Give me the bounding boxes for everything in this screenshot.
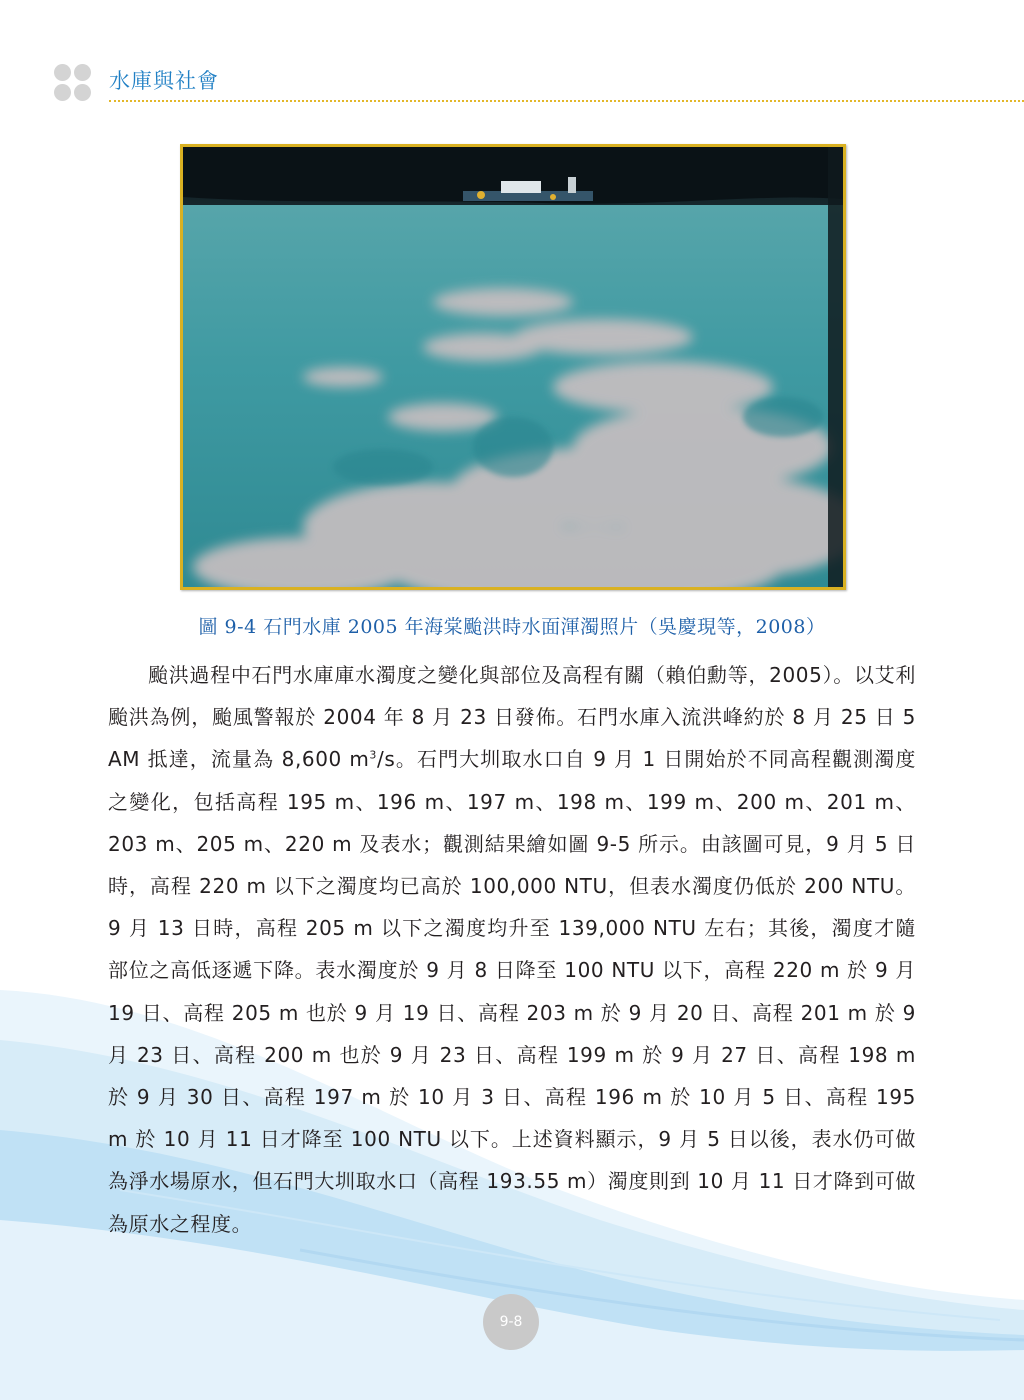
page-number: 9-8: [483, 1294, 539, 1350]
section-dots-icon: [54, 64, 92, 102]
header-divider: [109, 100, 1024, 102]
section-title: 水庫與社會: [109, 69, 219, 93]
reservoir-turbid-water-photo: [180, 144, 846, 590]
superscript-exponent: 3: [369, 748, 378, 762]
paragraph-text-part-1: 颱洪過程中石門水庫庫水濁度之變化與部位及高程有關（賴伯勳等，2005）。以艾利颱洪為例，颱風警報於 2004 年 8 月 23 日發佈。石門水庫入流洪峰約於 8 月 25 日 5 AM 抵達，流量為 8,600 m: [108, 663, 916, 772]
body-paragraph: [108, 654, 916, 1245]
figure-caption: 圖 9-4 石門水庫 2005 年海棠颱洪時水面渾濁照片（吳慶現等，2008）: [198, 616, 826, 638]
page-header: [54, 62, 1024, 104]
paragraph-text-part-2: /s。石門大圳取水口自 9 月 1 日開始於不同高程觀測濁度之變化，包括高程 195 m、196 m、197 m、198 m、199 m、200 m、201 m、203 m、205 m、220 m 及表水；觀測結果繪如圖 9-5 所示。由該圖可見，9 月 5 日時，高程 220 m 以下之濁度均已高於 100,000 NTU，但表水濁度仍低於 200 NTU。9 月 13 日時，高程 205 m 以下之濁度均升至 139,000 NTU 左右；其後，濁度才隨部位之高低逐遞下降。表水濁度於 9 月 8 日降至 100 NTU 以下，高程 220 m 於 9 月 19 日、高程 205 m 也於 9 月 19 日、高程 203 m 於 9 月 20 日、高程 201 m 於 9 月 23 日、高程 200 m 也於 9 月 23 日、高程 199 m 於 9 月 27 日、高程 198 m 於 9 月 30 日、高程 197 m 於 10 月 3 日、高程 196 m 於 10 月 5 日、高程 195 m 於 10 月 11 日才降至 100 NTU 以下。上述資料顯示，9 月 5 日以後，表水仍可做為淨水場原水，但石門大圳取水口（高程 193.55 m）濁度則到 10 月 11 日才降到可做為原水之程度。: [108, 747, 916, 1236]
